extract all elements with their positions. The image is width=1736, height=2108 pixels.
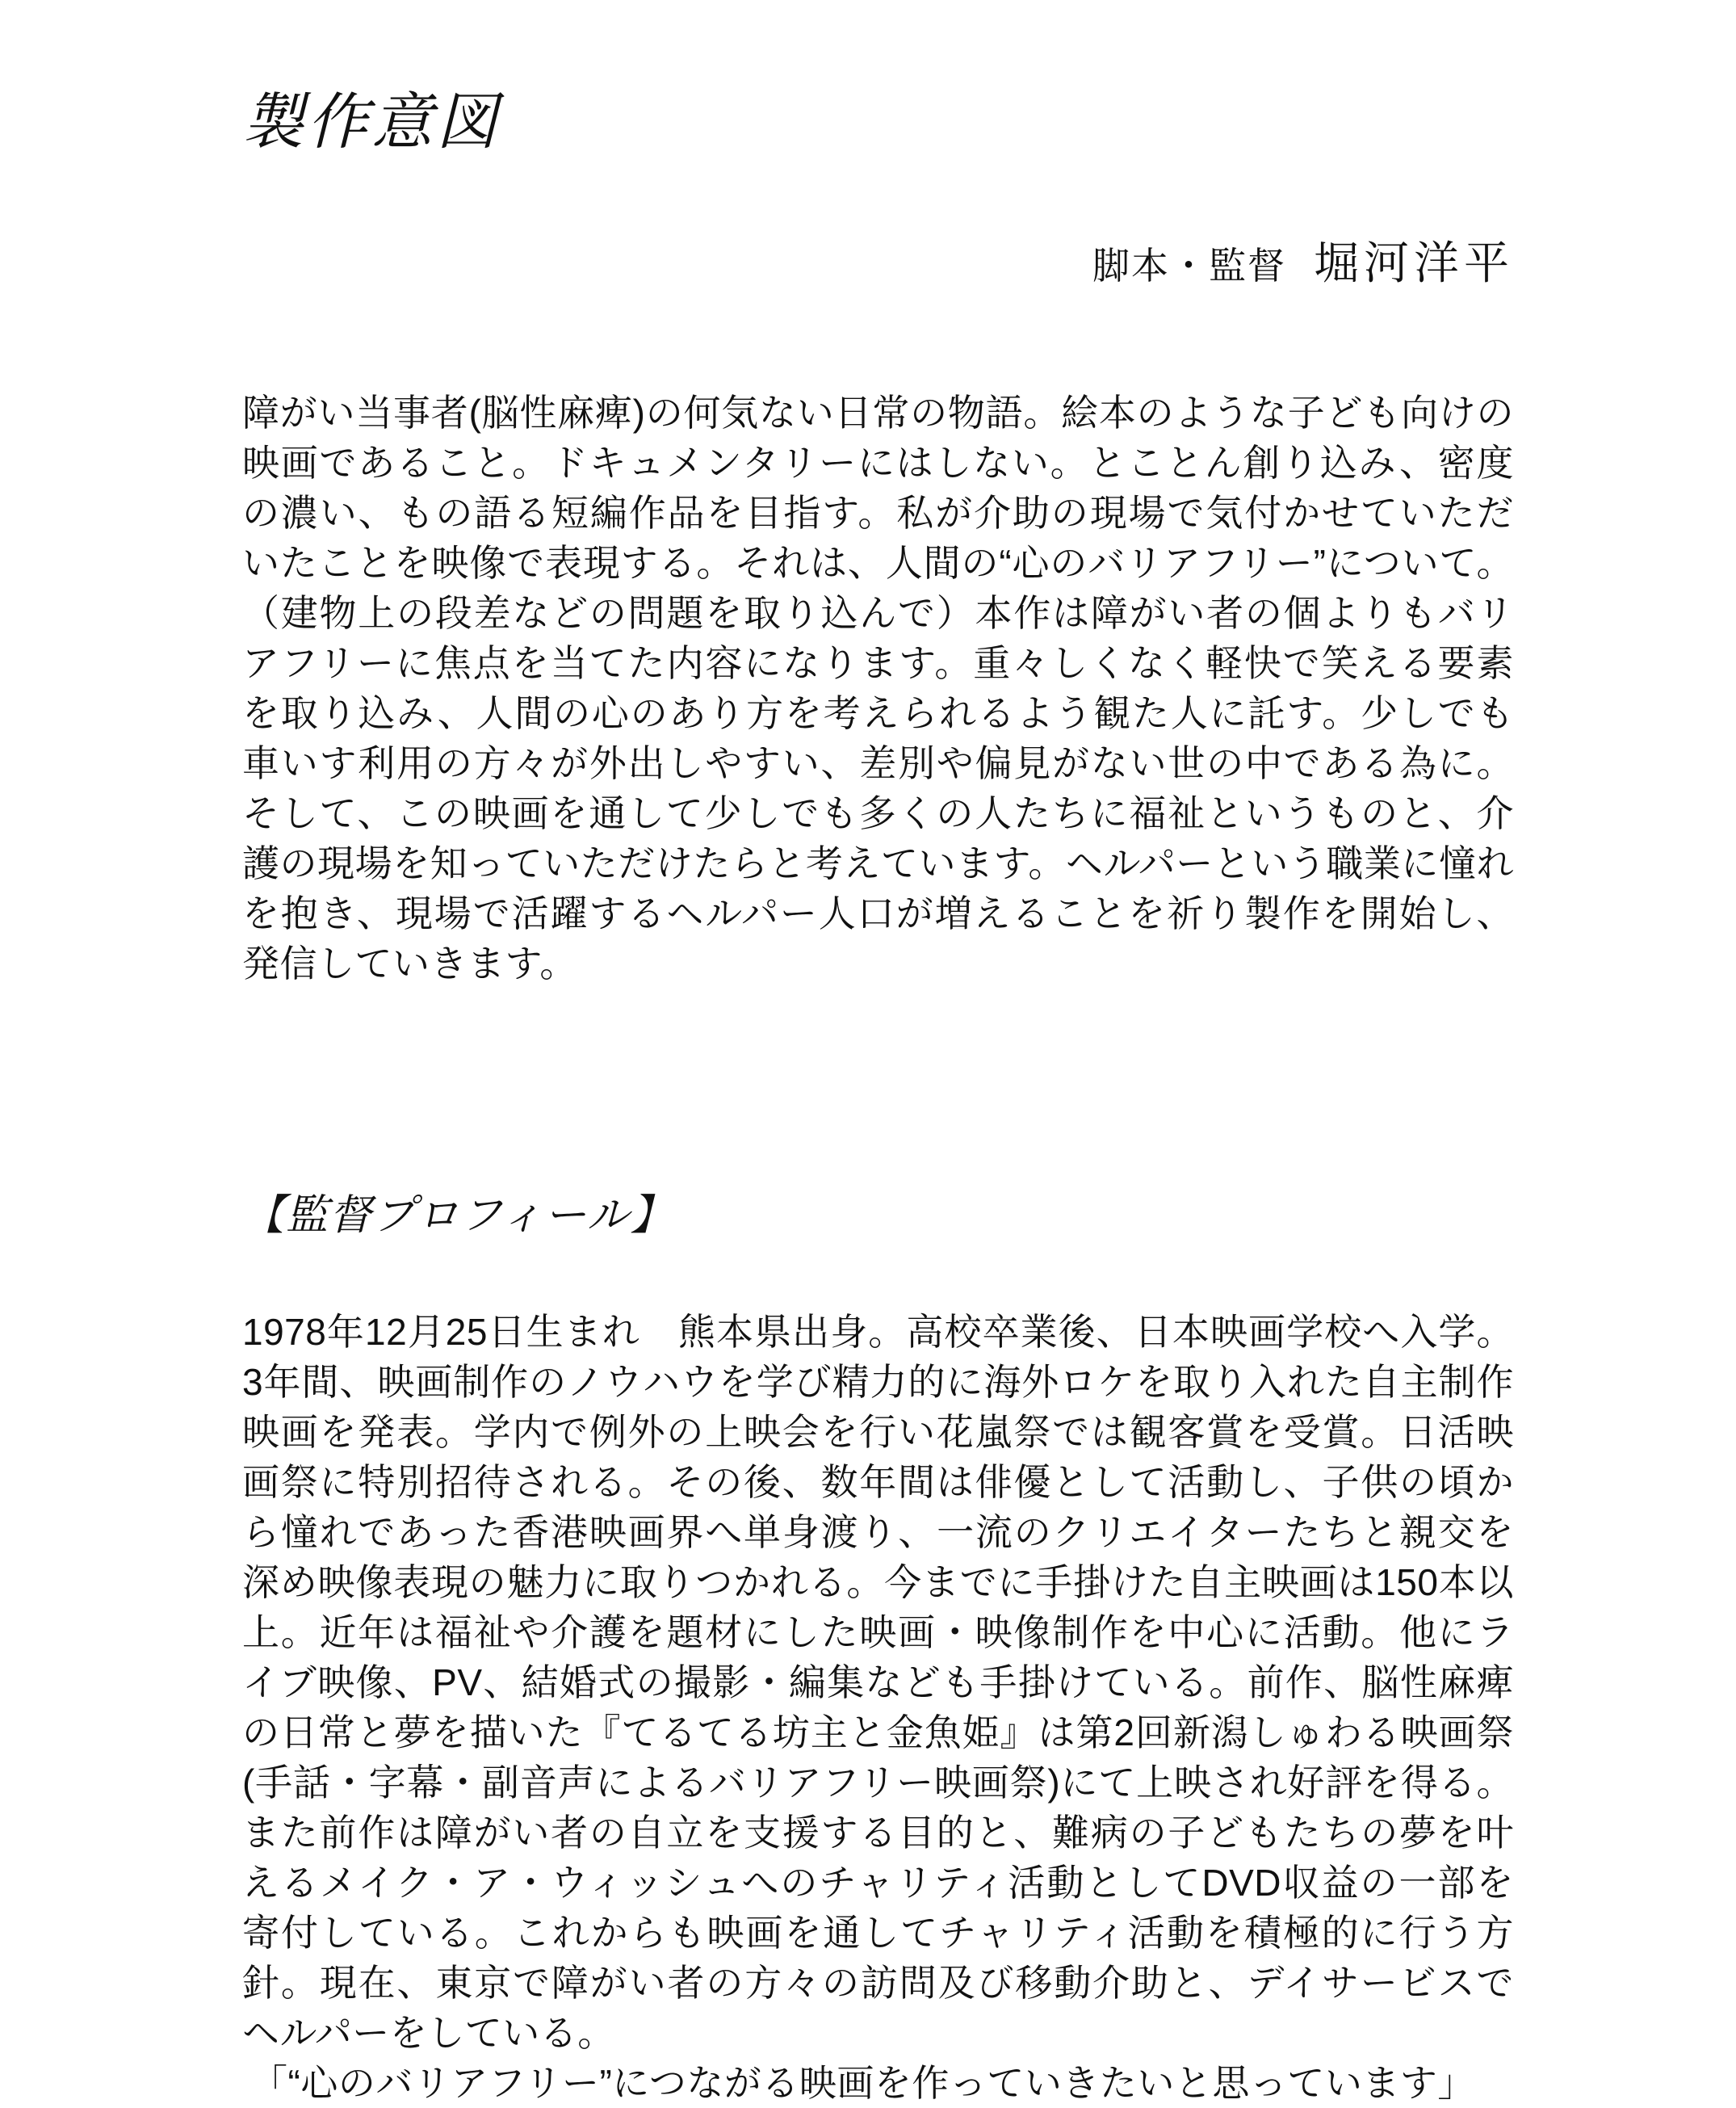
intro-paragraph: 障がい当事者(脳性麻痺)の何気ない日常の物語。絵本のような子ども向けの映画であること。ドキュメンタリーにはしない。とことん創り込み、密度の濃い、もの語る短編作品を目指す。私が介助の現場で気付かせていただいたことを映像で表現する。それは、人間の“心のバリアフリー”について。（建物上の段差などの問題を取り込んで）本作は障がい者の個よりもバリアフリーに焦点を当てた内容になります。重々しくなく軽快で笑える要素を取り込み、人間の心のあり方を考えられるよう観た人に託す。少しでも車いす利用の方々が外出しやすい、差別や偏見がない世の中である為に。そして、この映画を通して少しでも多くの人たちに福祉というものと、介護の現場を知っていただけたらと考えています。ヘルパーという職業に憧れを抱き、現場で活躍するヘルパー人口が増えることを祈り製作を開始し、発信していきます。	[242, 391, 1514, 985]
page-title: 製作意図	[242, 88, 501, 157]
text-column	[242, 89, 1514, 2108]
credit-line	[242, 228, 1514, 292]
profile-section-heading: 【監督プロフィール】	[242, 1191, 674, 1239]
credit-name: 堀河洋平	[1314, 237, 1514, 288]
profile-quote: 「“心のバリアフリー”につながる映画を作っていきたいと思っています」	[250, 2061, 1475, 2104]
profile-paragraph: 1978年12月25日生まれ 熊本県出身。高校卒業後、日本映画学校へ入学。3年間、映画制作のノウハウを学び精力的に海外ロケを取り入れた自主制作映画を発表。学内で例外の上映会を行い花嵐祭では観客賞を受賞。日活映画祭に特別招待される。その後、数年間は俳優として活動し、子供の頃から憧れであった香港映画界へ単身渡り、一流のクリエイターたちと親交を深め映像表現の魅力に取りつかれる。今までに手掛けた自主映画は150本以上。近年は福祉や介護を題材にした映画・映像制作を中心に活動。他にライブ映像、PV、結婚式の撮影・編集なども手掛けている。前作、脳性麻痺の日常と夢を描いた『てるてる坊主と金魚姫』は第2回新潟しゅわる映画祭(手話・字幕・副音声によるバリアフリー映画祭)にて上映され好評を得る。また前作は障がい者の自立を支援する目的と、難病の子どもたちの夢を叶えるメイク・ア・ウィッシュへのチャリティ活動としてDVD収益の一部を寄付している。これからも映画を通してチャリティ活動を積極的に行う方針。現在、東京で障がい者の方々の訪問及び移動介助と、デイサービスでヘルパーをしている。	[242, 1310, 1514, 2054]
credit-role: 脚本・監督	[1092, 244, 1286, 287]
